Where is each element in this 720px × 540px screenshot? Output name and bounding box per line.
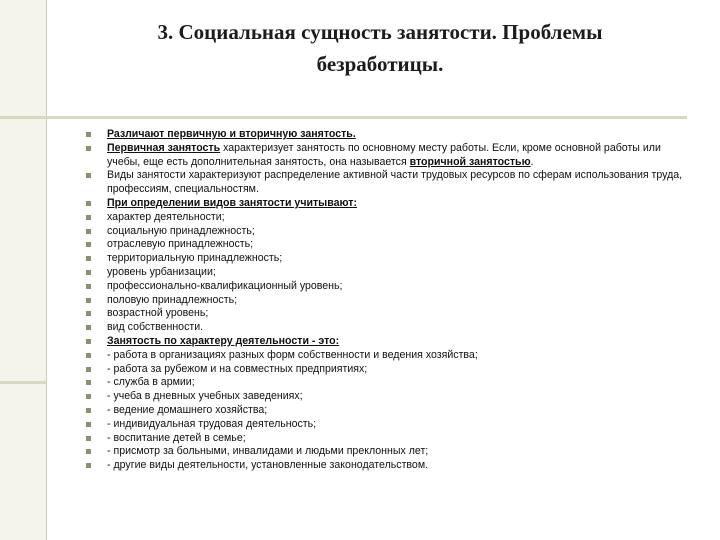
list-item	[86, 335, 686, 349]
item-text: характеризует занятость по основному месту работы. Если, кроме основной работы или учебы, еще есть дополнительная занятость, она называется	[107, 141, 661, 168]
list-item	[86, 349, 686, 363]
item-text: - работа в организациях разных форм собственности и ведения хозяйства;	[107, 348, 478, 361]
list-item	[86, 307, 686, 321]
square-bullet-icon	[86, 284, 91, 289]
square-bullet-icon	[86, 201, 91, 206]
item-text: - воспитание детей в семье;	[107, 431, 246, 444]
item-text: - служба в армии;	[107, 376, 195, 389]
item-text: характер деятельности;	[107, 210, 225, 223]
item-text: социальную принадлежность;	[107, 224, 255, 237]
item-text: - работа за рубежом и на совместных предприятиях;	[107, 362, 368, 375]
list-item	[86, 142, 686, 170]
item-text: вид собственности.	[107, 321, 204, 334]
square-bullet-icon	[86, 463, 91, 468]
list-item	[86, 363, 686, 377]
list-item	[86, 294, 686, 308]
square-bullet-icon	[86, 229, 91, 234]
item-text: - присмотр за больными, инвалидами и людьми преклонных лет;	[107, 445, 429, 458]
item-text: Виды занятости характеризуют распределение активной части трудовых ресурсов по сферам использования труда, профессиям, специальностям.	[107, 169, 683, 196]
list-item	[86, 404, 686, 418]
list-item	[86, 238, 686, 252]
left-vertical-rule	[46, 0, 47, 540]
term-secondary-employment: вторичной занятостью	[409, 155, 531, 168]
list-item	[86, 432, 686, 446]
square-bullet-icon	[86, 436, 91, 441]
item-text: Различают первичную и вторичную занятость.	[107, 128, 356, 140]
list-item	[86, 376, 686, 390]
square-bullet-icon	[86, 132, 91, 137]
item-text: территориальную принадлежность;	[107, 252, 283, 265]
item-text: - индивидуальная трудовая деятельность;	[107, 417, 317, 430]
square-bullet-icon	[86, 422, 91, 427]
square-bullet-icon	[86, 298, 91, 303]
square-bullet-icon	[86, 408, 91, 413]
square-bullet-icon	[86, 367, 91, 372]
square-bullet-icon	[86, 173, 91, 178]
square-bullet-icon	[86, 215, 91, 220]
item-text: половую принадлежность;	[107, 293, 238, 306]
list-item	[86, 266, 686, 280]
list-item	[86, 252, 686, 266]
square-bullet-icon	[86, 325, 91, 330]
item-text: - ведение домашнего хозяйства;	[107, 403, 268, 416]
square-bullet-icon	[86, 353, 91, 358]
item-text: - другие виды деятельности, установленные законодательством.	[107, 459, 429, 472]
square-bullet-icon	[86, 311, 91, 316]
list-item	[86, 459, 686, 473]
list-item	[86, 225, 686, 239]
bullet-list	[86, 128, 686, 473]
list-item	[86, 169, 686, 197]
item-text: При определении видов занятости учитывают:	[107, 196, 357, 209]
list-item	[86, 418, 686, 432]
square-bullet-icon	[86, 380, 91, 385]
item-text: профессионально-квалификационный уровень;	[107, 279, 343, 292]
list-item	[86, 211, 686, 225]
title-separator-rule	[0, 116, 687, 119]
item-text: Занятость по характеру деятельности - это:	[107, 334, 340, 347]
list-item	[86, 445, 686, 459]
slide-title: 3. Социальная сущность занятости. Проблемы безработицы.	[157, 20, 603, 76]
item-text: .	[530, 155, 534, 168]
square-bullet-icon	[86, 256, 91, 261]
item-text: отраслевую принадлежность;	[107, 238, 254, 251]
square-bullet-icon	[86, 270, 91, 275]
item-text: - учеба в дневных учебных заведениях;	[107, 390, 303, 403]
list-item	[86, 128, 686, 142]
item-text: возрастной уровень;	[107, 307, 209, 320]
left-band-rule	[0, 381, 47, 384]
square-bullet-icon	[86, 449, 91, 454]
square-bullet-icon	[86, 146, 91, 151]
square-bullet-icon	[86, 242, 91, 247]
square-bullet-icon	[86, 339, 91, 344]
left-decor-band	[0, 0, 47, 540]
list-item	[86, 280, 686, 294]
list-item	[86, 197, 686, 211]
item-text: уровень урбанизации;	[107, 265, 216, 278]
list-item	[86, 321, 686, 335]
square-bullet-icon	[86, 394, 91, 399]
list-item	[86, 390, 686, 404]
term-primary-employment: Первичная занятость	[107, 141, 221, 154]
